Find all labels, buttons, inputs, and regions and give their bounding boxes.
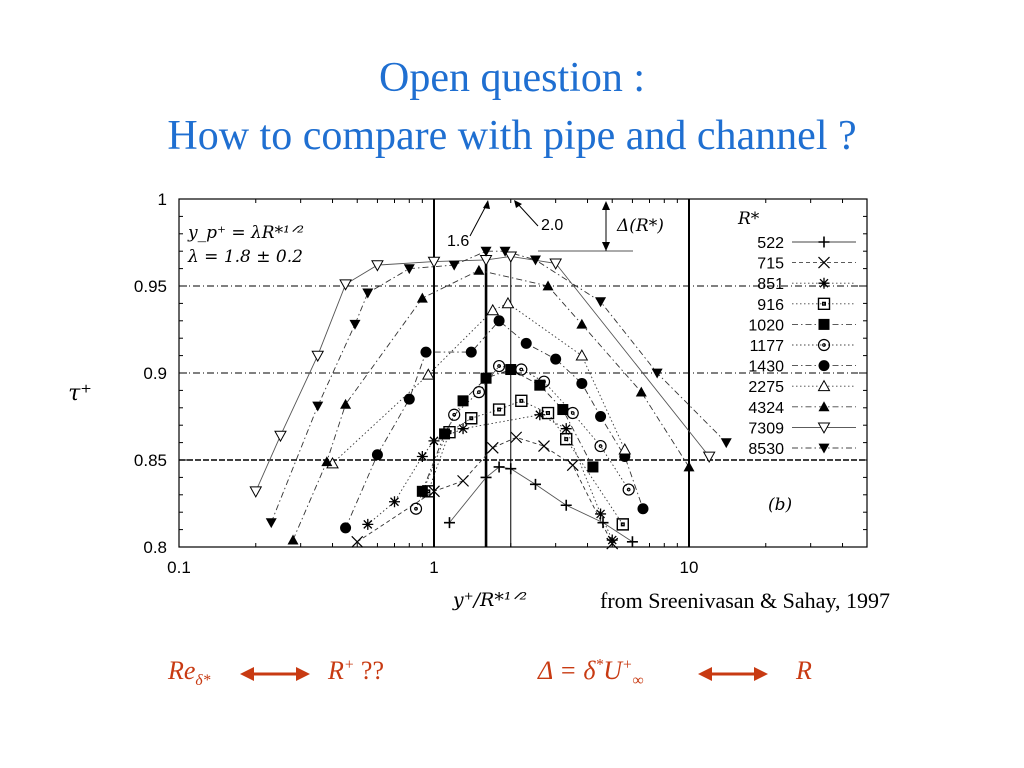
- annotation-2-0: 2.0: [541, 217, 564, 234]
- data-point: [511, 432, 522, 443]
- data-point: [473, 387, 484, 398]
- formula-yp: y_p⁺ = λR*¹ᐟ²: [188, 223, 304, 243]
- data-point: [417, 451, 428, 462]
- data-point: [439, 428, 450, 439]
- data-point: [458, 475, 469, 486]
- data-point: [481, 472, 492, 483]
- data-point: [502, 298, 513, 308]
- slide-title-line2: How to compare with pipe and channel ?: [167, 113, 857, 159]
- legend-label: 2275: [748, 379, 784, 397]
- relation-u-text: U: [603, 656, 622, 685]
- series-line-522: [450, 467, 633, 542]
- data-point: [372, 261, 383, 271]
- data-point: [250, 487, 261, 497]
- x-tick-label: 0.1: [167, 558, 191, 577]
- data-point: [312, 351, 323, 361]
- data-point: [561, 434, 572, 445]
- relation-re-delta: [168, 656, 210, 690]
- data-point: [340, 522, 351, 533]
- data-point: [595, 411, 606, 422]
- data-point: [550, 259, 561, 269]
- relation-delta-text: Δ = δ: [538, 656, 596, 685]
- double-arrow-left-icon: [240, 664, 310, 684]
- x-axis-label: y⁺/R*¹ᐟ²: [452, 589, 528, 611]
- legend-marker: [819, 278, 830, 289]
- relation-r: R: [796, 656, 812, 685]
- data-point: [595, 508, 606, 519]
- data-point: [420, 347, 431, 358]
- data-point: [288, 535, 299, 545]
- slide-title-line1: Open question :: [379, 55, 645, 101]
- data-point: [595, 441, 606, 452]
- double-arrow-right-icon: [698, 664, 768, 684]
- legend-label: 916: [757, 296, 784, 314]
- data-point: [636, 387, 647, 397]
- legend-label: 4324: [748, 399, 784, 417]
- formula-lambda: λ = 1.8 ± 0.2: [188, 247, 303, 267]
- legend-label: 8530: [748, 441, 784, 458]
- data-point: [538, 441, 549, 452]
- data-point: [362, 289, 373, 299]
- data-point: [429, 435, 440, 446]
- data-point: [521, 338, 532, 349]
- data-point: [389, 496, 400, 507]
- data-point: [417, 293, 428, 303]
- data-point: [704, 452, 715, 462]
- data-point: [340, 280, 351, 290]
- data-point: [623, 484, 634, 495]
- legend-marker: [819, 381, 830, 391]
- legend-label: 1430: [748, 358, 784, 376]
- legend-label: 715: [757, 255, 784, 273]
- data-point: [487, 305, 498, 315]
- data-point: [481, 373, 492, 384]
- relation-u-sup: +: [622, 656, 633, 674]
- y-tick-label: 0.85: [133, 451, 167, 470]
- data-point: [505, 463, 516, 474]
- data-point: [494, 461, 505, 472]
- data-point: [458, 423, 469, 434]
- data-point: [275, 431, 286, 441]
- data-point: [619, 444, 630, 454]
- data-point: [505, 364, 516, 375]
- data-point: [652, 369, 663, 379]
- relation-re-text: Re: [168, 656, 196, 685]
- series-line-715: [357, 437, 612, 543]
- data-point: [411, 503, 422, 514]
- legend-label: 7309: [748, 420, 784, 438]
- data-point: [543, 408, 554, 419]
- data-point: [721, 438, 732, 448]
- data-point: [598, 517, 609, 528]
- data-point: [561, 500, 572, 511]
- legend: [737, 209, 856, 458]
- legend-marker: [819, 237, 830, 248]
- data-point: [587, 461, 598, 472]
- legend-marker: [819, 444, 830, 454]
- data-point: [567, 460, 578, 471]
- relation-r-plus: [328, 656, 384, 686]
- data-point: [684, 461, 695, 471]
- data-point: [595, 297, 606, 307]
- data-point: [567, 408, 578, 419]
- data-point: [576, 378, 587, 389]
- x-tick-label: 10: [679, 558, 699, 577]
- legend-label: 1020: [748, 317, 784, 335]
- data-point: [466, 347, 477, 358]
- y-tick-label: 0.9: [143, 364, 167, 383]
- data-point: [576, 350, 587, 360]
- data-point: [494, 404, 505, 415]
- data-point: [266, 518, 277, 528]
- data-point: [404, 394, 415, 405]
- source-note: from Sreenivasan & Sahay, 1997: [600, 588, 891, 613]
- relation-u-sub: ∞: [632, 672, 644, 690]
- data-point: [350, 320, 361, 330]
- legend-title: R*: [738, 209, 760, 229]
- series-lines: [256, 251, 727, 543]
- legend-label: 522: [757, 235, 784, 252]
- data-point: [362, 519, 373, 530]
- relation-re-sub: δ*: [195, 672, 211, 690]
- data-point: [576, 319, 587, 329]
- data-point: [487, 442, 498, 453]
- data-markers: [250, 247, 732, 549]
- annotation-1-6: 1.6: [447, 233, 470, 250]
- relation-delta-sup: *: [595, 656, 604, 674]
- data-point: [417, 486, 428, 497]
- legend-label: 851: [757, 276, 784, 294]
- x-tick-label: 1: [429, 558, 439, 577]
- delta-arrowhead-bottom: [602, 242, 610, 251]
- legend-marker: [819, 319, 830, 330]
- data-point: [312, 402, 323, 412]
- y-tick-label: 1: [157, 190, 167, 209]
- data-point: [530, 479, 541, 490]
- data-point: [404, 264, 415, 274]
- legend-marker: [819, 360, 830, 371]
- data-point: [494, 361, 505, 372]
- data-point: [637, 503, 648, 514]
- legend-label: 1177: [749, 338, 784, 355]
- data-point: [444, 517, 455, 528]
- series-line-1430: [346, 321, 643, 528]
- data-point: [458, 395, 469, 406]
- data-point: [340, 399, 351, 409]
- data-point: [494, 315, 505, 326]
- delta-arrowhead-top: [602, 201, 610, 210]
- relation-delta: [538, 656, 644, 690]
- data-point: [561, 423, 572, 434]
- relation-question: ??: [360, 656, 385, 685]
- data-point: [516, 395, 527, 406]
- series-line-8530: [271, 251, 726, 522]
- panel-label: (b): [768, 495, 793, 515]
- y-tick-label: 0.8: [143, 538, 167, 557]
- y-tick-label: 0.95: [133, 277, 167, 296]
- data-point: [550, 354, 561, 365]
- relation-r-text: R: [328, 656, 344, 685]
- legend-marker: [819, 423, 830, 433]
- data-point: [473, 265, 484, 275]
- delta-label: Δ(R*): [617, 216, 664, 236]
- arrow-1-6-head: [483, 200, 490, 209]
- relation-r-sup: +: [343, 656, 355, 674]
- legend-marker: [819, 401, 830, 411]
- data-point: [372, 449, 383, 460]
- y-axis-label: τ⁺: [68, 381, 92, 406]
